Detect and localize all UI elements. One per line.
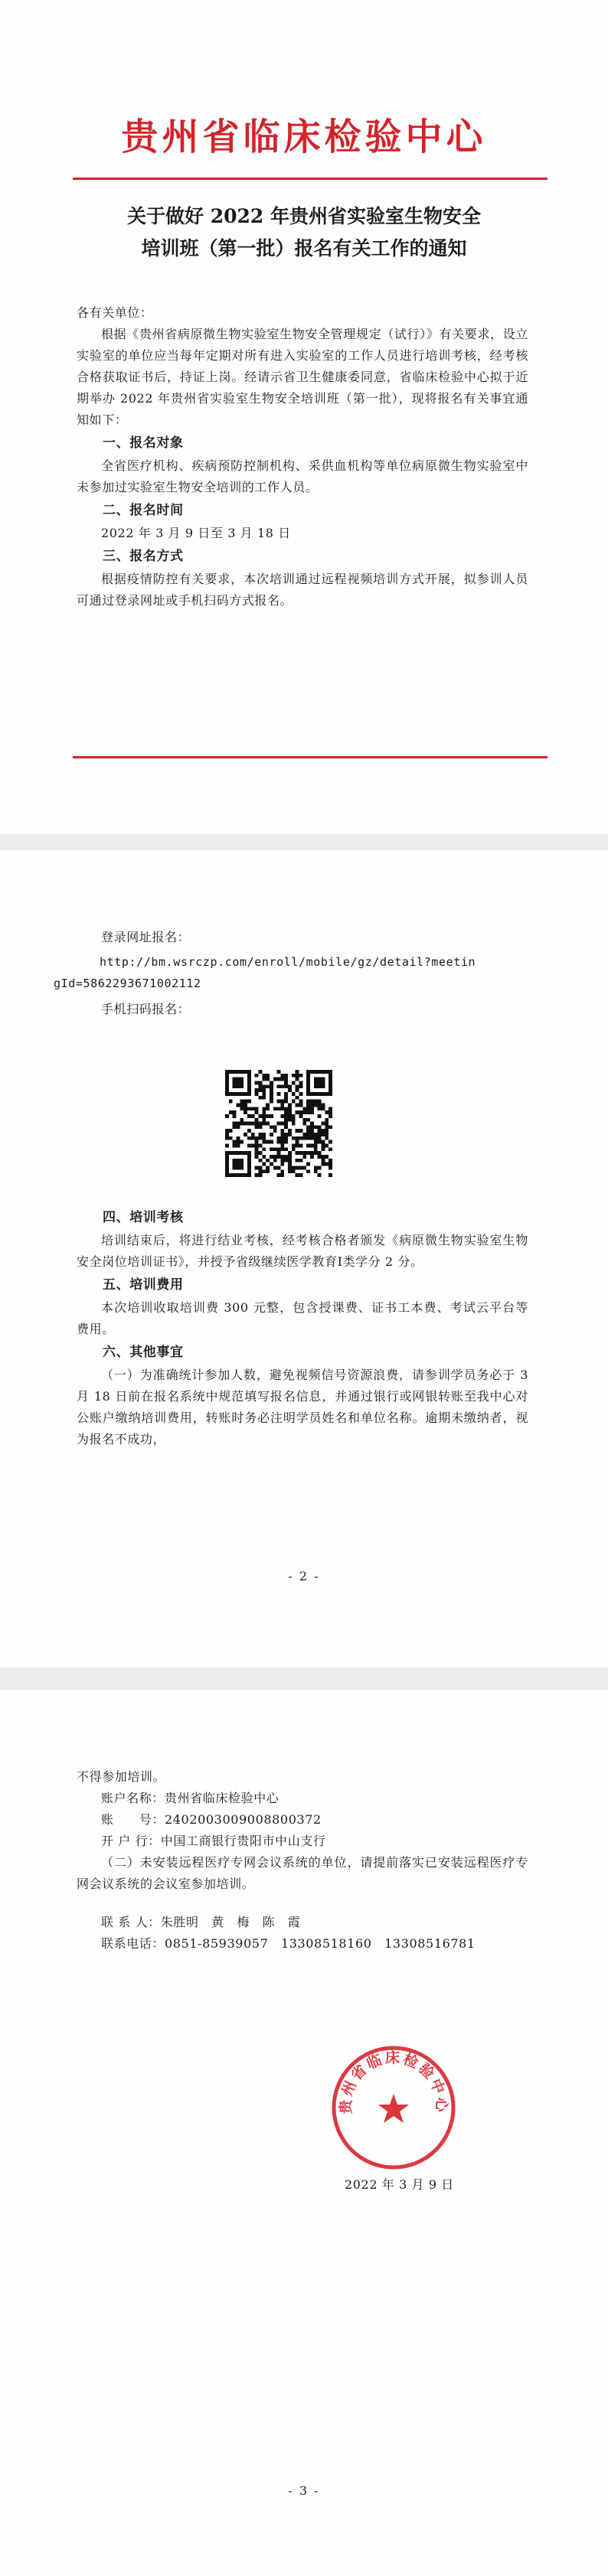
red-header-title: 贵州省临床检验中心 [121, 116, 487, 158]
page-2-body [54, 927, 528, 1020]
section-4-heading: 四、培训考核 [103, 1210, 184, 1225]
account-number: 账 号：2402003009008800372 [101, 1812, 322, 1827]
page-number-2: - 2 - [288, 1569, 320, 1583]
qr-code-icon [225, 1070, 332, 1177]
url-label: 登录网址报名： [101, 930, 191, 944]
intro-paragraph: 根据《贵州省病原微生物实验室生物安全管理规定（试行）》有关要求，设立实验室的单位应当每年定期对所有进入实验室的工作人员进行培训考核，经考核合格获取证书后，持证上岗。经请示省卫生健康委同意，省临床检验中心拟于近期举办 2022 年贵州省实验室生物安全培训班（第一批），现将报名有关事宜通知如下： [77, 327, 528, 427]
section-4-text: 培训结束后，将进行结业考核，经考核合格者颁发《病原微生物实验室生物安全岗位培训证书》，并授予省级继续医学教育Ⅰ类学分 2 分。 [77, 1233, 528, 1269]
page-3 [0, 1690, 608, 2576]
account-name: 账户名称：贵州省临床检验中心 [101, 1791, 279, 1805]
continued-text: 不得参加培训。 [77, 1769, 166, 1784]
registration-qr-code[interactable] [225, 1070, 332, 1177]
section-3-text: 根据疫情防控有关要求，本次培训通过远程视频培训方式开展，拟参训人员可通过登录网址或手机扫码方式报名。 [77, 572, 528, 608]
section-3-heading: 三、报名方式 [103, 549, 184, 564]
registration-url-line-2[interactable]: gId=5862293671002112 [54, 977, 201, 990]
salutation: 各有关单位： [77, 305, 153, 320]
bank-name: 开 户 行：中国工商银行贵阳市中山支行 [101, 1834, 326, 1848]
footer-red-rule [73, 756, 548, 758]
section-2-heading: 二、报名时间 [103, 503, 184, 518]
page-3-body [77, 1766, 528, 1955]
document-title-line-1: 关于做好 2022 年贵州省实验室生物安全 [127, 205, 481, 227]
section-1-text: 全省医疗机构、疾病预防控制机构、采供血机构等单位病原微生物实验室中未参加过实验室生物安全培训的工作人员。 [77, 458, 528, 494]
section-1-heading: 一、报名对象 [103, 435, 184, 451]
section-5-text: 本次培训收取培训费 300 元整，包含授课费、证书工本费、考试云平台等费用。 [77, 1300, 528, 1336]
registration-url-line-1[interactable]: http://bm.wsrczp.com/enroll/mobile/gz/detail?meetin [100, 955, 476, 969]
section-6-heading: 六、其他事宜 [103, 1345, 184, 1360]
page-number-3: - 3 - [288, 2483, 320, 2498]
section-6-item-2: （二）未安装远程医疗专网会议系统的单位，请提前落实已安装远程医疗专网会议系统的会议室参加培训。 [77, 1855, 528, 1891]
qr-label: 手机扫码报名： [101, 1002, 191, 1016]
page-1 [0, 0, 608, 834]
section-2-text: 2022 年 3 月 9 日至 3 月 18 日 [101, 526, 291, 540]
contact-persons: 联 系 人：朱胜明 黄 梅 陈 霞 [101, 1915, 301, 1929]
seal-icon [329, 2043, 458, 2172]
contact-phones: 联系电话：0851-85939057 13308518160 13308516781 [101, 1936, 476, 1951]
header-red-rule [73, 178, 548, 180]
section-5-heading: 五、培训费用 [103, 1277, 184, 1293]
page-2-body-continued [77, 1205, 528, 1450]
official-seal [329, 2043, 458, 2172]
issue-date: 2022 年 3 月 9 日 [345, 2177, 454, 2192]
registration-url[interactable] [54, 951, 528, 994]
document-title [84, 201, 524, 265]
document-title-line-2: 培训班（第一批）报名有关工作的通知 [141, 237, 467, 259]
section-6-item-1: （一）为准确统计参加人数，避免视频信号资源浪费，请参训学员务必于 3 月 18 日前在报名系统中规范填写报名信息，并通过银行或网银转账至我中心对公账户缴纳培训费用，转账时务必注明学员姓名和单位名称。逾期未缴纳者，视为报名不成功， [77, 1368, 528, 1446]
seal-text: 贵州省临床检验中心 [337, 2049, 450, 2115]
page-1-body [77, 302, 528, 611]
